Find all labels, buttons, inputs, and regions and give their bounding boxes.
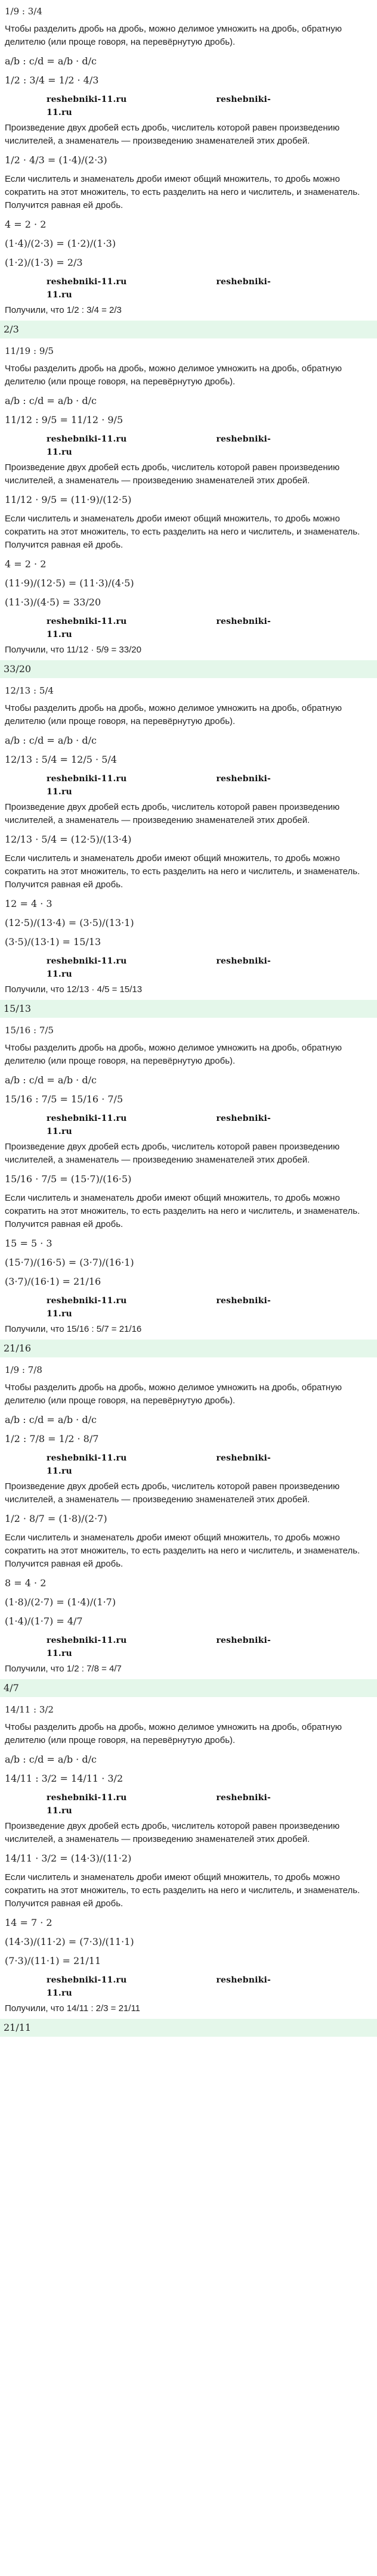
reduce-rule-text: Если числитель и знаменатель дроби имеют общий множитель, то дробь можно сократить на этот множитель, то есть разделить на него и числитель, и знаменатель. Получится равная ей дробь.: [5, 1533, 360, 1569]
task-block: [5, 1362, 372, 1697]
final-step: (3·7)/(16·1) = 21/16: [5, 1276, 101, 1287]
result-text: Получили, что 12/13 · 4/5 = 15/13: [5, 984, 143, 995]
problem-statement: 12/13 : 5/4: [5, 685, 54, 696]
watermark: reshebniki-11.ru reshebniki-11.ru: [47, 1453, 271, 1476]
watermark: reshebniki-11.ru reshebniki-11.ru: [47, 956, 271, 979]
division-step: 12/13 : 5/4 = 12/5 · 5/4: [5, 754, 117, 765]
result-text: Получили, что 1/2 : 7/8 = 4/7: [5, 1664, 122, 1674]
division-rule-text: Чтобы разделить дробь на дробь, можно делимое умножить на дробь, обратную делителю (или проще говоря, на перевёрнутую дробь).: [5, 1382, 342, 1406]
division-step: 1/2 : 3/4 = 1/2 · 4/3: [5, 74, 99, 86]
watermark: reshebniki-11.ru reshebniki-11.ru: [47, 617, 271, 639]
factorization: 4 = 2 · 2: [5, 558, 47, 570]
division-formula: a/b : c/d = a/b · d/c: [5, 1074, 97, 1086]
watermark: reshebniki-11.ru reshebniki-11.ru: [47, 95, 271, 117]
answer-box: 33/20: [0, 660, 377, 678]
final-step: (1·2)/(1·3) = 2/3: [5, 257, 83, 268]
product-rule-text: Произведение двух дробей есть дробь, числитель которой равен произведению числителей, а знаменатель — произведению знаменателей этих дробей.: [5, 802, 340, 825]
final-step: (3·5)/(13·1) = 15/13: [5, 936, 101, 947]
product-step: 11/12 · 9/5 = (11·9)/(12·5): [5, 494, 132, 505]
product-rule-text: Произведение двух дробей есть дробь, числитель которой равен произведению числителей, а знаменатель — произведению знаменателей этих дробей.: [5, 1142, 340, 1165]
task-block: [5, 1023, 372, 1357]
product-rule-text: Произведение двух дробей есть дробь, числитель которой равен произведению числителей, а знаменатель — произведению знаменателей этих дробей.: [5, 1821, 340, 1844]
reduction-step: (11·9)/(12·5) = (11·3)/(4·5): [5, 577, 134, 589]
division-formula: a/b : c/d = a/b · d/c: [5, 1414, 97, 1425]
watermark: reshebniki-11.ru reshebniki-11.ru: [47, 1296, 271, 1319]
reduce-rule-text: Если числитель и знаменатель дроби имеют общий множитель, то дробь можно сократить на этот множитель, то есть разделить на него и числитель, и знаменатель. Получится равная ей дробь.: [5, 174, 360, 210]
product-step: 12/13 · 5/4 = (12·5)/(13·4): [5, 834, 132, 845]
factorization: 14 = 7 · 2: [5, 1917, 52, 1928]
watermark: reshebniki-11.ru reshebniki-11.ru: [47, 277, 271, 300]
answer-box: 21/11: [0, 2019, 377, 2037]
division-step: 14/11 : 3/2 = 14/11 · 3/2: [5, 1773, 123, 1784]
result-text: Получили, что 11/12 · 5/9 = 33/20: [5, 645, 141, 655]
reduction-step: (1·8)/(2·7) = (1·4)/(1·7): [5, 1596, 116, 1608]
problem-statement: 14/11 : 3/2: [5, 1704, 54, 1715]
product-step: 1/2 · 4/3 = (1·4)/(2·3): [5, 154, 107, 166]
problem-statement: 1/9 : 3/4: [5, 6, 42, 17]
factorization: 8 = 4 · 2: [5, 1577, 47, 1589]
division-rule-text: Чтобы разделить дробь на дробь, можно делимое умножить на дробь, обратную делителю (или проще говоря, на перевёрнутую дробь).: [5, 703, 342, 726]
product-step: 14/11 · 3/2 = (14·3)/(11·2): [5, 1853, 132, 1864]
reduce-rule-text: Если числитель и знаменатель дроби имеют общий множитель, то дробь можно сократить на этот множитель, то есть разделить на него и числитель, и знаменатель. Получится равная ей дробь.: [5, 514, 360, 550]
problem-statement: 11/19 : 9/5: [5, 346, 54, 356]
watermark: reshebniki-11.ru reshebniki-11.ru: [47, 1975, 271, 1998]
factorization: 12 = 4 · 3: [5, 898, 52, 909]
result-text: Получили, что 1/2 : 3/4 = 2/3: [5, 305, 122, 315]
reduction-step: (12·5)/(13·4) = (3·5)/(13·1): [5, 917, 134, 928]
final-step: (11·3)/(4·5) = 33/20: [5, 596, 101, 608]
watermark: reshebniki-11.ru reshebniki-11.ru: [47, 1636, 271, 1658]
division-step: 15/16 : 7/5 = 15/16 · 7/5: [5, 1093, 123, 1105]
product-step: 15/16 · 7/5 = (15·7)/(16·5): [5, 1173, 132, 1185]
answer-box: 2/3: [0, 321, 377, 338]
answer-box: 21/16: [0, 1340, 377, 1357]
watermark: reshebniki-11.ru reshebniki-11.ru: [47, 774, 271, 797]
task-block: [5, 683, 372, 1018]
division-rule-text: Чтобы разделить дробь на дробь, можно делимое умножить на дробь, обратную делителю (или проще говоря, на перевёрнутую дробь).: [5, 24, 342, 47]
factorization: 15 = 5 · 3: [5, 1238, 52, 1249]
final-step: (1·4)/(1·7) = 4/7: [5, 1615, 83, 1627]
division-rule-text: Чтобы разделить дробь на дробь, можно делимое умножить на дробь, обратную делителю (или проще говоря, на перевёрнутую дробь).: [5, 363, 342, 387]
result-text: Получили, что 14/11 : 2/3 = 21/11: [5, 2003, 141, 2013]
reduce-rule-text: Если числитель и знаменатель дроби имеют общий множитель, то дробь можно сократить на этот множитель, то есть разделить на него и числитель, и знаменатель. Получится равная ей дробь.: [5, 1872, 360, 1909]
watermark: reshebniki-11.ru reshebniki-11.ru: [47, 434, 271, 457]
division-step: 1/2 : 7/8 = 1/2 · 8/7: [5, 1433, 99, 1444]
product-rule-text: Произведение двух дробей есть дробь, числитель которой равен произведению числителей, а знаменатель — произведению знаменателей этих дробей.: [5, 123, 340, 146]
division-formula: a/b : c/d = a/b · d/c: [5, 1754, 97, 1765]
final-step: (7·3)/(11·1) = 21/11: [5, 1955, 101, 1966]
division-formula: a/b : c/d = a/b · d/c: [5, 55, 97, 67]
problem-statement: 1/9 : 7/8: [5, 1365, 42, 1375]
problem-statement: 15/16 : 7/5: [5, 1025, 54, 1036]
task-block: [5, 1702, 372, 2037]
reduce-rule-text: Если числитель и знаменатель дроби имеют общий множитель, то дробь можно сократить на этот множитель, то есть разделить на него и числитель, и знаменатель. Получится равная ей дробь.: [5, 1193, 360, 1229]
factorization: 4 = 2 · 2: [5, 219, 47, 230]
division-rule-text: Чтобы разделить дробь на дробь, можно делимое умножить на дробь, обратную делителю (или проще говоря, на перевёрнутую дробь).: [5, 1722, 342, 1745]
task-block: [5, 4, 372, 338]
result-text: Получили, что 15/16 : 5/7 = 21/16: [5, 1324, 142, 1334]
answer-box: 15/13: [0, 1000, 377, 1018]
answer-box: 4/7: [0, 1679, 377, 1697]
division-formula: a/b : c/d = a/b · d/c: [5, 395, 97, 406]
reduction-step: (15·7)/(16·5) = (3·7)/(16·1): [5, 1257, 134, 1268]
watermark: reshebniki-11.ru reshebniki-11.ru: [47, 1793, 271, 1816]
product-step: 1/2 · 8/7 = (1·8)/(2·7): [5, 1513, 107, 1524]
reduction-step: (1·4)/(2·3) = (1·2)/(1·3): [5, 238, 116, 249]
reduce-rule-text: Если числитель и знаменатель дроби имеют общий множитель, то дробь можно сократить на этот множитель, то есть разделить на него и числитель, и знаменатель. Получится равная ей дробь.: [5, 853, 360, 890]
watermark: reshebniki-11.ru reshebniki-11.ru: [47, 1114, 271, 1136]
division-step: 11/12 : 9/5 = 11/12 · 9/5: [5, 414, 123, 425]
product-rule-text: Произведение двух дробей есть дробь, числитель которой равен произведению числителей, а знаменатель — произведению знаменателей этих дробей.: [5, 462, 340, 486]
product-rule-text: Произведение двух дробей есть дробь, числитель которой равен произведению числителей, а знаменатель — произведению знаменателей этих дробей.: [5, 1481, 340, 1505]
task-block: [5, 343, 372, 678]
reduction-step: (14·3)/(11·2) = (7·3)/(11·1): [5, 1936, 134, 1947]
division-formula: a/b : c/d = a/b · d/c: [5, 735, 97, 746]
division-rule-text: Чтобы разделить дробь на дробь, можно делимое умножить на дробь, обратную делителю (или проще говоря, на перевёрнутую дробь).: [5, 1043, 342, 1066]
